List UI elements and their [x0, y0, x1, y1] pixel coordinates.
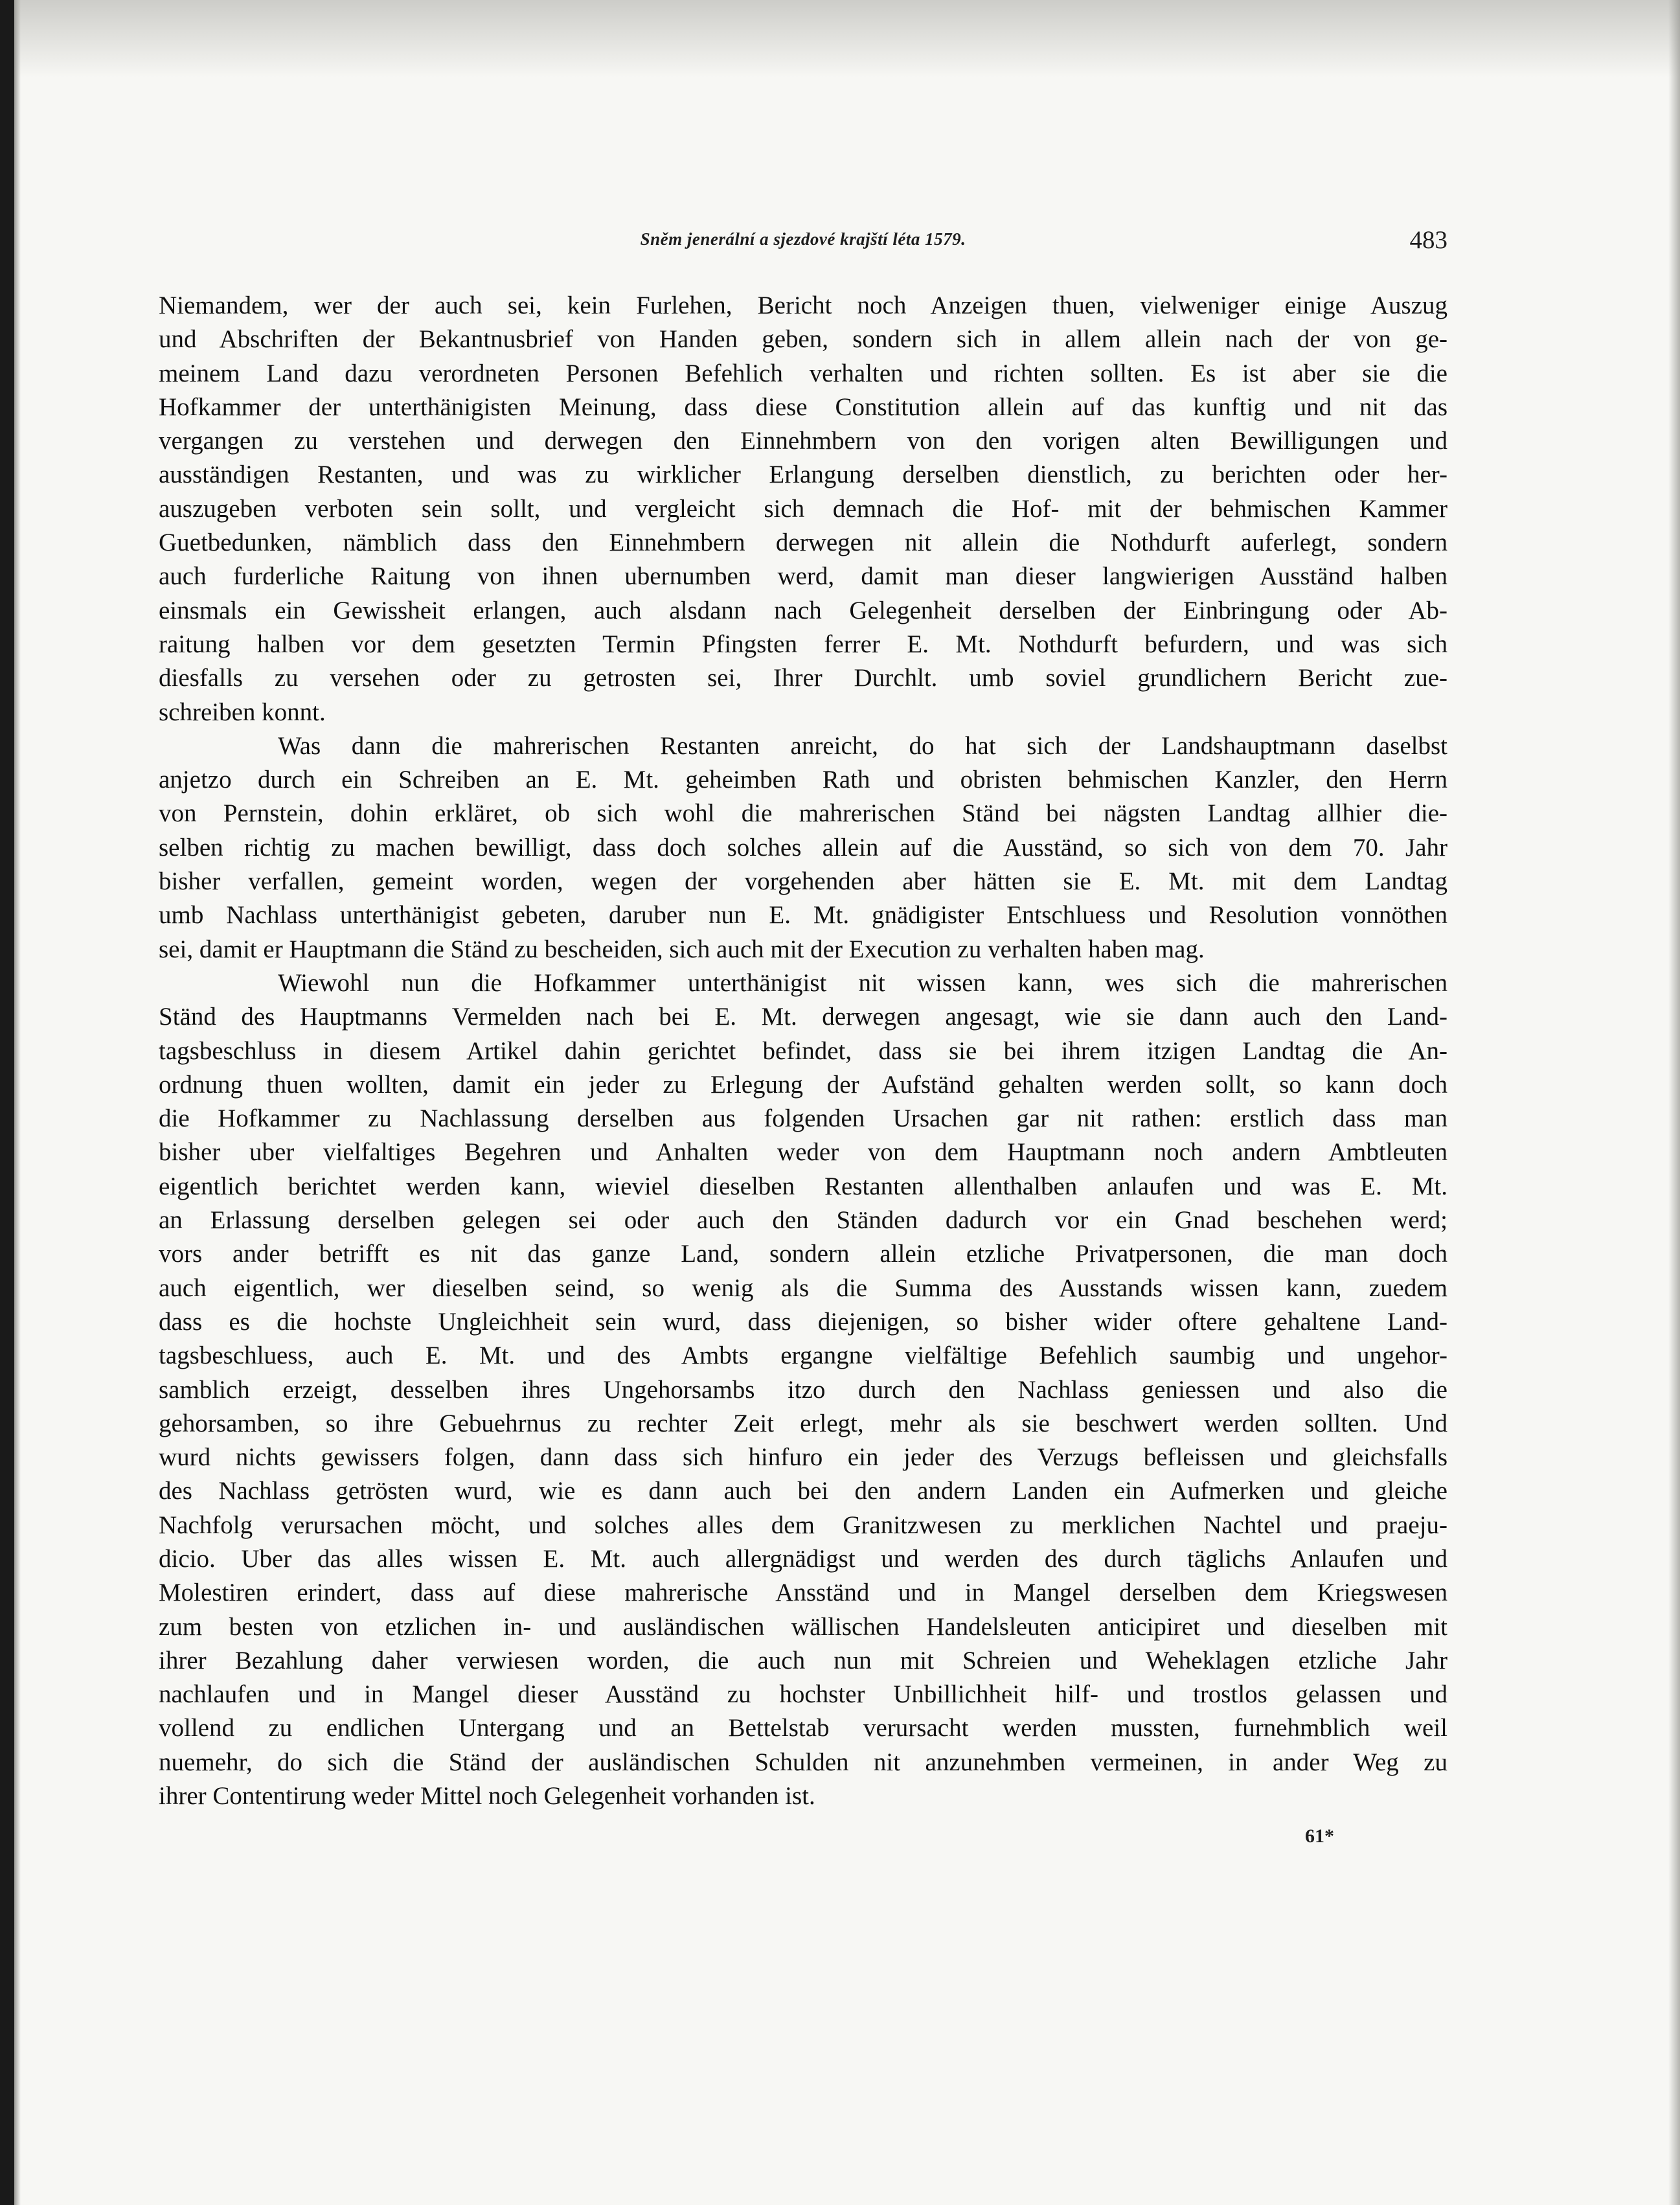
text-line: nuemehr, do sich die Ständ der ausländischen Schulden nit anzunehmben vermeinen, in ander Weg zu [159, 1748, 1447, 1776]
text-line: wurd nichts gewissers folgen, dann dass sich hinfuro ein jeder des Verzugs befleissen und gleichsfalls [159, 1443, 1447, 1472]
text-line: und Abschriften der Bekantnusbrief von Handen geben, sondern sich in allem allein nach der von ge- [159, 325, 1447, 354]
text-line: Niemandem, wer der auch sei, kein Furlehen, Bericht noch Anzeigen thuen, vielweniger einige Auszug [159, 291, 1447, 319]
text-line: vors ander betrifft es nit das ganze Land, sondern allein etzliche Privatpersonen, die man doch [159, 1240, 1447, 1268]
text-line: umb Nachlass unterthänigist gebeten, daruber nun E. Mt. gnädigister Entschluess und Resolution vonnöthen [159, 901, 1447, 930]
text-line: auszugeben verboten sein sollt, und vergleicht sich demnach die Hof- mit der behmischen Kammer [159, 494, 1447, 523]
text-line: Molestiren erindert, dass auf diese mahrerische Ansständ und in Mangel derselben dem Kriegswesen [159, 1579, 1447, 1607]
text-line: auch furderliche Raitung von ihnen ubernumben werd, damit man dieser langwierigen Ausständ halben [159, 562, 1447, 591]
text-line: bisher uber vielfaltiges Begehren und Anhalten weder von dem Hauptmann noch andern Ambtleuten [159, 1138, 1447, 1167]
scan-top-shadow [14, 0, 1680, 78]
page-left-edge [14, 0, 21, 2205]
paragraph [159, 289, 1447, 729]
text-line: gehorsamben, so ihre Gebuehrnus zu rechter Zeit erlegt, mehr als sie beschwert werden sollten. Und [159, 1409, 1447, 1437]
text-line: anjetzo durch ein Schreiben an E. Mt. geheimben Rath und obristen behmischen Kanzler, den Herrn [159, 766, 1447, 794]
page-number: 483 [1409, 226, 1447, 254]
text-line: Guetbedunken, nämblich dass den Einnehmbern derwegen nit allein die Nothdurft auferlegt, sondern [159, 529, 1447, 557]
running-title: Sněm jenerální a sjezdové krajští léta 1579. [640, 229, 966, 249]
text-line: vollend zu endlichen Untergang und an Bettelstab verursacht werden mussten, furnehmblich weil [159, 1714, 1447, 1742]
paragraph [159, 729, 1447, 966]
signature-mark: 61* [1305, 1825, 1334, 1847]
page-header [159, 225, 1447, 258]
text-line: eigentlich berichtet werden kann, wieviel dieselben Restanten allenthalben anlaufen und was E. Mt. [159, 1172, 1447, 1200]
text-line: schreiben konnt. [159, 698, 326, 726]
text-line: dicio. Uber das alles wissen E. Mt. auch allergnädigst und werden des durch täglichs Anlaufen und [159, 1544, 1447, 1573]
text-line: ausständigen Restanten, und was zu wirklicher Erlangung derselben dienstlich, zu berichten oder her- [159, 461, 1447, 489]
text-line: Hofkammer der unterthänigisten Meinung, dass diese Constitution allein auf das kunftig und nit das [159, 393, 1447, 421]
text-line: dass es die hochste Ungleichheit sein wurd, dass diejenigen, so bisher wider oftere gehaltene Land- [159, 1307, 1447, 1336]
text-line: an Erlassung derselben gelegen sei oder auch den Ständen dadurch vor ein Gnad beschehen werd; [159, 1206, 1447, 1235]
text-line: zum besten von etzlichen in- und ausländischen wällischen Handelsleuten anticipiret und dieselben mit [159, 1612, 1447, 1641]
text-line: ihrer Bezahlung daher verwiesen worden, die auch nun mit Schreien und Weheklagen etzliche Jahr [159, 1646, 1447, 1674]
text-line: raitung halben vor dem gesetzten Termin Pfingsten ferrer E. Mt. Nothdurft befurdern, und was sich [159, 630, 1447, 658]
body-text [159, 289, 1447, 1813]
text-line: Ständ des Hauptmanns Vermelden nach bei E. Mt. derwegen angesagt, wie sie dann auch den Land- [159, 1003, 1447, 1031]
text-line: meinem Land dazu verordneten Personen Befehlich verhalten und richten sollten. Es ist aber sie die [159, 359, 1447, 387]
text-line: Nachfolg verursachen möcht, und solches alles dem Granitzwesen zu merklichen Nachtel und praeju- [159, 1511, 1447, 1539]
text-line: nachlaufen und in Mangel dieser Ausständ zu hochster Unbillichheit hilf- und trostlos gelassen und [159, 1680, 1447, 1709]
text-line: auch eigentlich, wer dieselben seind, so wenig als die Summa des Ausstands wissen kann, zuedem [159, 1274, 1447, 1302]
text-line: des Nachlass getrösten wurd, wie es dann auch bei den andern Landen ein Aufmerken und gleiche [159, 1477, 1447, 1505]
text-line: sei, damit er Hauptmann die Ständ zu bescheiden, sich auch mit der Execution zu verhalten haben mag. [159, 935, 1205, 963]
text-line: die Hofkammer zu Nachlassung derselben aus folgenden Ursachen gar nit rathen: erstlich dass man [159, 1104, 1447, 1133]
text-line: tagsbeschluess, auch E. Mt. und des Ambts ergangne vielfältige Befehlich saumbig und ungehor- [159, 1342, 1447, 1370]
text-line: Wiewohl nun die Hofkammer unterthänigist nit wissen kann, wes sich die mahrerischen [278, 968, 1447, 997]
text-line: vergangen zu verstehen und derwegen den Einnehmbern von den vorigen alten Bewilligungen und [159, 427, 1447, 455]
text-line: Was dann die mahrerischen Restanten anreicht, do hat sich der Landshauptmann daselbst [278, 731, 1447, 760]
text-line: tagsbeschluss in diesem Artikel dahin gerichtet befindet, dass sie bei ihrem itzigen Landtag die An- [159, 1036, 1447, 1065]
text-line: selben richtig zu machen bewilligt, dass doch solches allein auf die Ausständ, so sich von dem 70. Jahr [159, 833, 1447, 862]
scan-right-shadow [1668, 0, 1680, 2205]
text-line: ihrer Contentirung weder Mittel noch Gelegenheit vorhanden ist. [159, 1782, 815, 1811]
paragraph [159, 966, 1447, 1813]
text-line: samblich erzeigt, desselben ihres Ungehorsambs itzo durch den Nachlass geniessen und also die [159, 1375, 1447, 1404]
text-line: von Pernstein, dohin erkläret, ob sich wohl die mahrerischen Ständ bei nägsten Landtag allhier die- [159, 799, 1447, 828]
text-line: diesfalls zu versehen oder zu getrosten sei, Ihrer Durchlt. umb soviel grundlichern Bericht zue- [159, 664, 1447, 692]
text-line: ordnung thuen wollten, damit ein jeder zu Erlegung der Aufständ gehalten werden sollt, so kann doch [159, 1070, 1447, 1099]
text-line: einsmals ein Gewissheit erlangen, auch alsdann nach Gelegenheit derselben der Einbringung oder Ab- [159, 596, 1447, 624]
text-line: bisher verfallen, gemeint worden, wegen der vorgehenden aber hätten sie E. Mt. mit dem Landtag [159, 867, 1447, 896]
